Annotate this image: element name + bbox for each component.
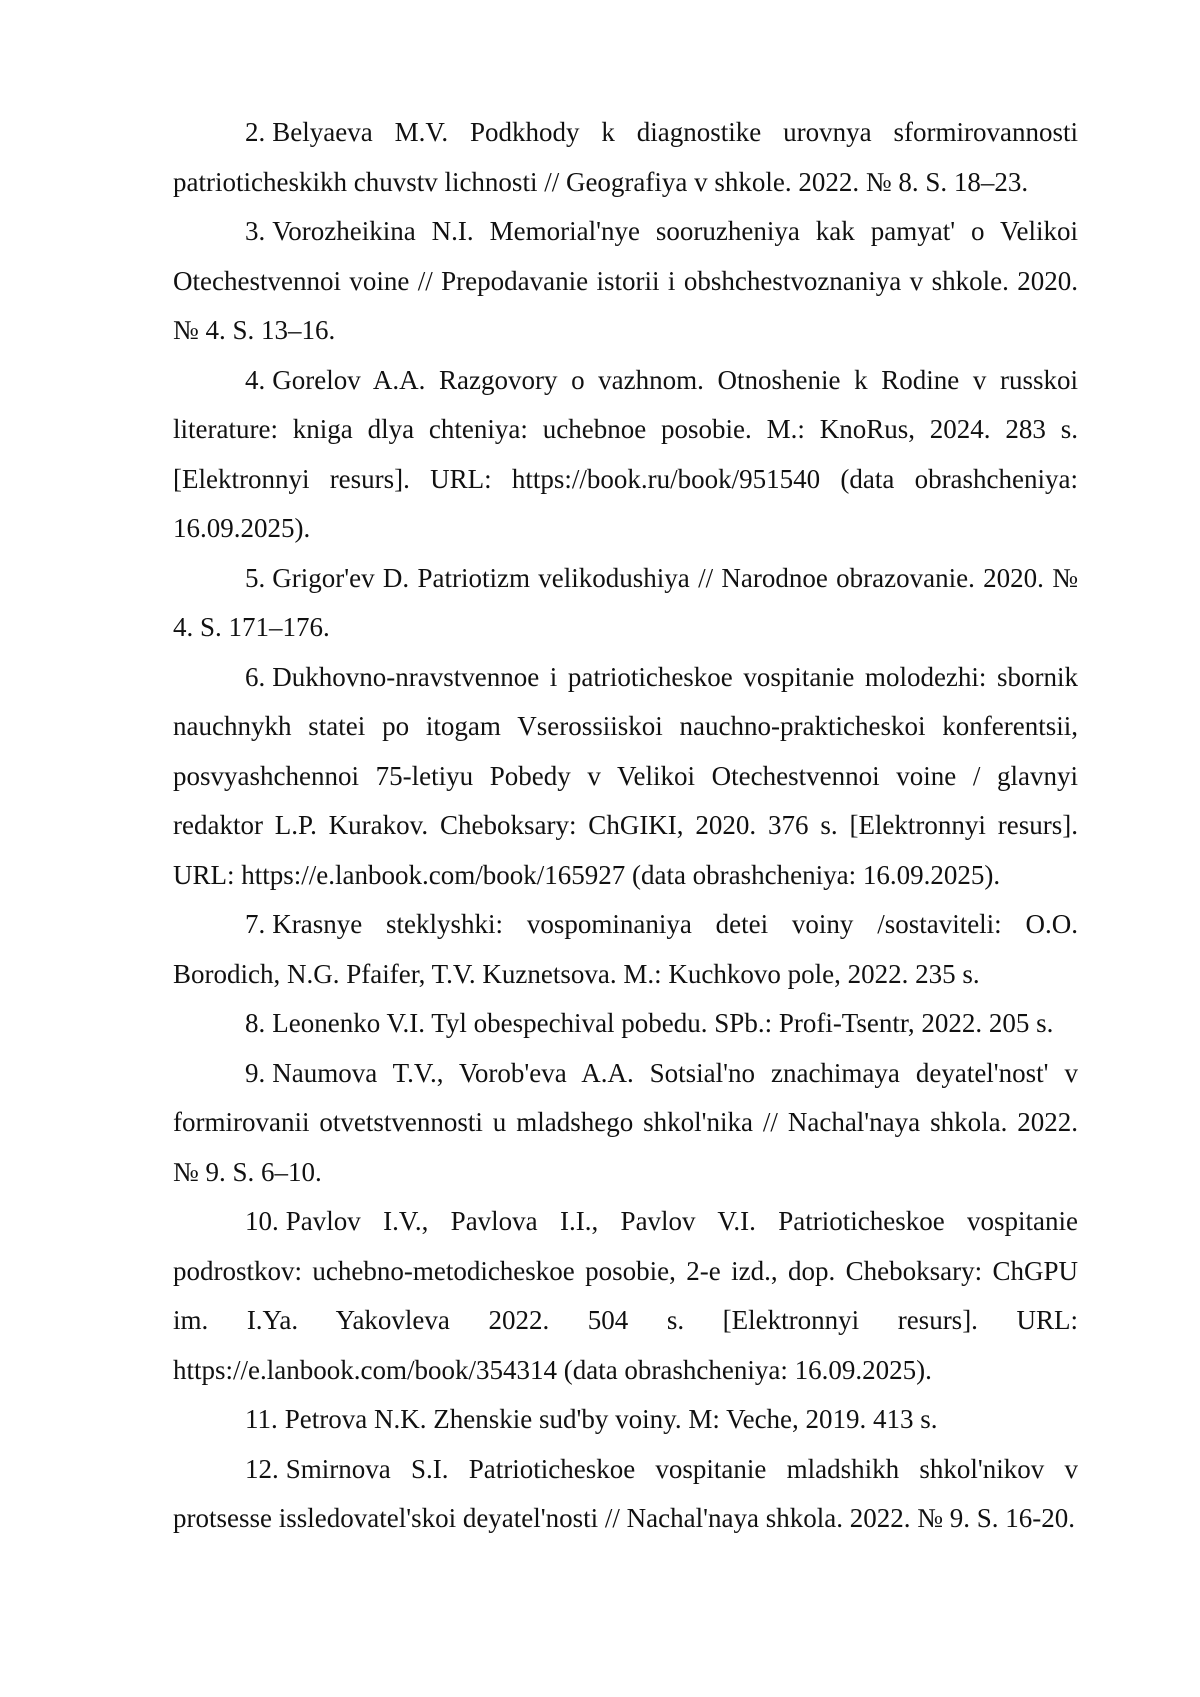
reference-number: 11. <box>245 1404 278 1434</box>
reference-text: Dukhovno-nravstvennoe i patrioticheskoe vospitanie molodezhi: sbornik nauchnykh statei po itogam Vserossiiskoi nauchno-prakticheskoi konferentsii, posvyashchennoi 75-letiyu Pobedy v Velikoi Otechestvennoi voine / glavnyi redaktor L.P. Kurakov. Cheboksary: ChGIKI, 2020. 376 s. [Elektronnyi resurs]. URL: https://e.lanbook.com/book/165927 (data obrashcheniya: 16.09.2025). <box>173 661 1078 890</box>
reference-number: 7. <box>245 909 266 939</box>
reference-text: Gorelov A.A. Razgovory o vazhnom. Otnoshenie k Rodine v russkoi literature: kniga dlya chteniya: uchebnoe posobie. M.: KnoRus, 2024. 283 s. [Elektronnyi resurs]. URL: https://book.ru/book/951540 (data obrashcheniya: 16.09.2025). <box>173 364 1078 543</box>
reference-text: Naumova T.V., Vorob'eva A.A. Sotsial'no znachimaya deyatel'nost' v formirovanii otvetstvennosti u mladshego shkol'nika // Nachal'naya shkola. 2022. № 9. S. 6–10. <box>173 1057 1078 1187</box>
reference-text: Grigor'ev D. Patriotizm velikodushiya // Narodnoe obrazovanie. 2020. № 4. S. 171–176. <box>173 562 1078 642</box>
reference-item-6 <box>173 653 1078 901</box>
reference-number: 8. <box>245 1008 266 1038</box>
reference-number: 3. <box>245 216 266 246</box>
reference-item-9 <box>173 1049 1078 1198</box>
reference-text: Krasnye steklyshki: vospominaniya detei voiny /sostaviteli: O.O. Borodich, N.G. Pfaifer, T.V. Kuznetsova. M.: Kuchkovo pole, 2022. 235 s. <box>173 909 1078 989</box>
reference-number: 4. <box>245 364 266 395</box>
reference-item-4 <box>173 356 1078 554</box>
reference-item-7 <box>173 900 1078 999</box>
reference-item-10 <box>173 1197 1078 1395</box>
reference-item-8 <box>173 999 1078 1049</box>
reference-item-2 <box>173 108 1078 207</box>
reference-number: 6. <box>245 661 266 692</box>
reference-text: Belyaeva M.V. Podkhody k diagnostike urovnya sformirovannosti patrioticheskikh chuvstv lichnosti // Geografiya v shkole. 2022. № 8. S. 18–23. <box>173 117 1078 197</box>
reference-text: Pavlov I.V., Pavlova I.I., Pavlov V.I. Patrioticheskoe vospitanie podrostkov: uchebno-metodicheskoe posobie, 2-e izd., dop. Cheboksary: ChGPU im. I.Ya. Yakovleva 2022. 504 s. [Elektronnyi resurs]. URL: https://e.lanbook.com/book/354314 (data obrashcheniya: 16.09.2025). <box>173 1206 1078 1385</box>
reference-number: 2. <box>245 117 266 147</box>
reference-text: Leonenko V.I. Tyl obespechival pobedu. SPb.: Profi-Tsentr, 2022. 205 s. <box>272 1008 1054 1038</box>
reference-text: Smirnova S.I. Patrioticheskoe vospitanie mladshikh shkol'nikov v protsesse issledovatel'skoi deyatel'nosti // Nachal'naya shkola. 2022. № 9. S. 16-20. <box>173 1453 1078 1533</box>
reference-list <box>173 108 1078 1544</box>
reference-item-11 <box>173 1395 1078 1445</box>
reference-number: 9. <box>245 1057 266 1088</box>
reference-item-3 <box>173 207 1078 356</box>
reference-text: Petrova N.K. Zhenskie sud'by voiny. M: Veche, 2019. 413 s. <box>284 1404 938 1434</box>
reference-number: 10. <box>245 1206 279 1236</box>
reference-number: 12. <box>245 1453 279 1484</box>
reference-item-5 <box>173 554 1078 653</box>
reference-item-12 <box>173 1445 1078 1544</box>
reference-text: Vorozheikina N.I. Memorial'nye sooruzheniya kak pamyat' o Velikoi Otechestvennoi voine // Prepodavanie istorii i obshchestvoznaniya v shkole. 2020. № 4. S. 13–16. <box>173 216 1078 345</box>
reference-number: 5. <box>245 562 266 593</box>
